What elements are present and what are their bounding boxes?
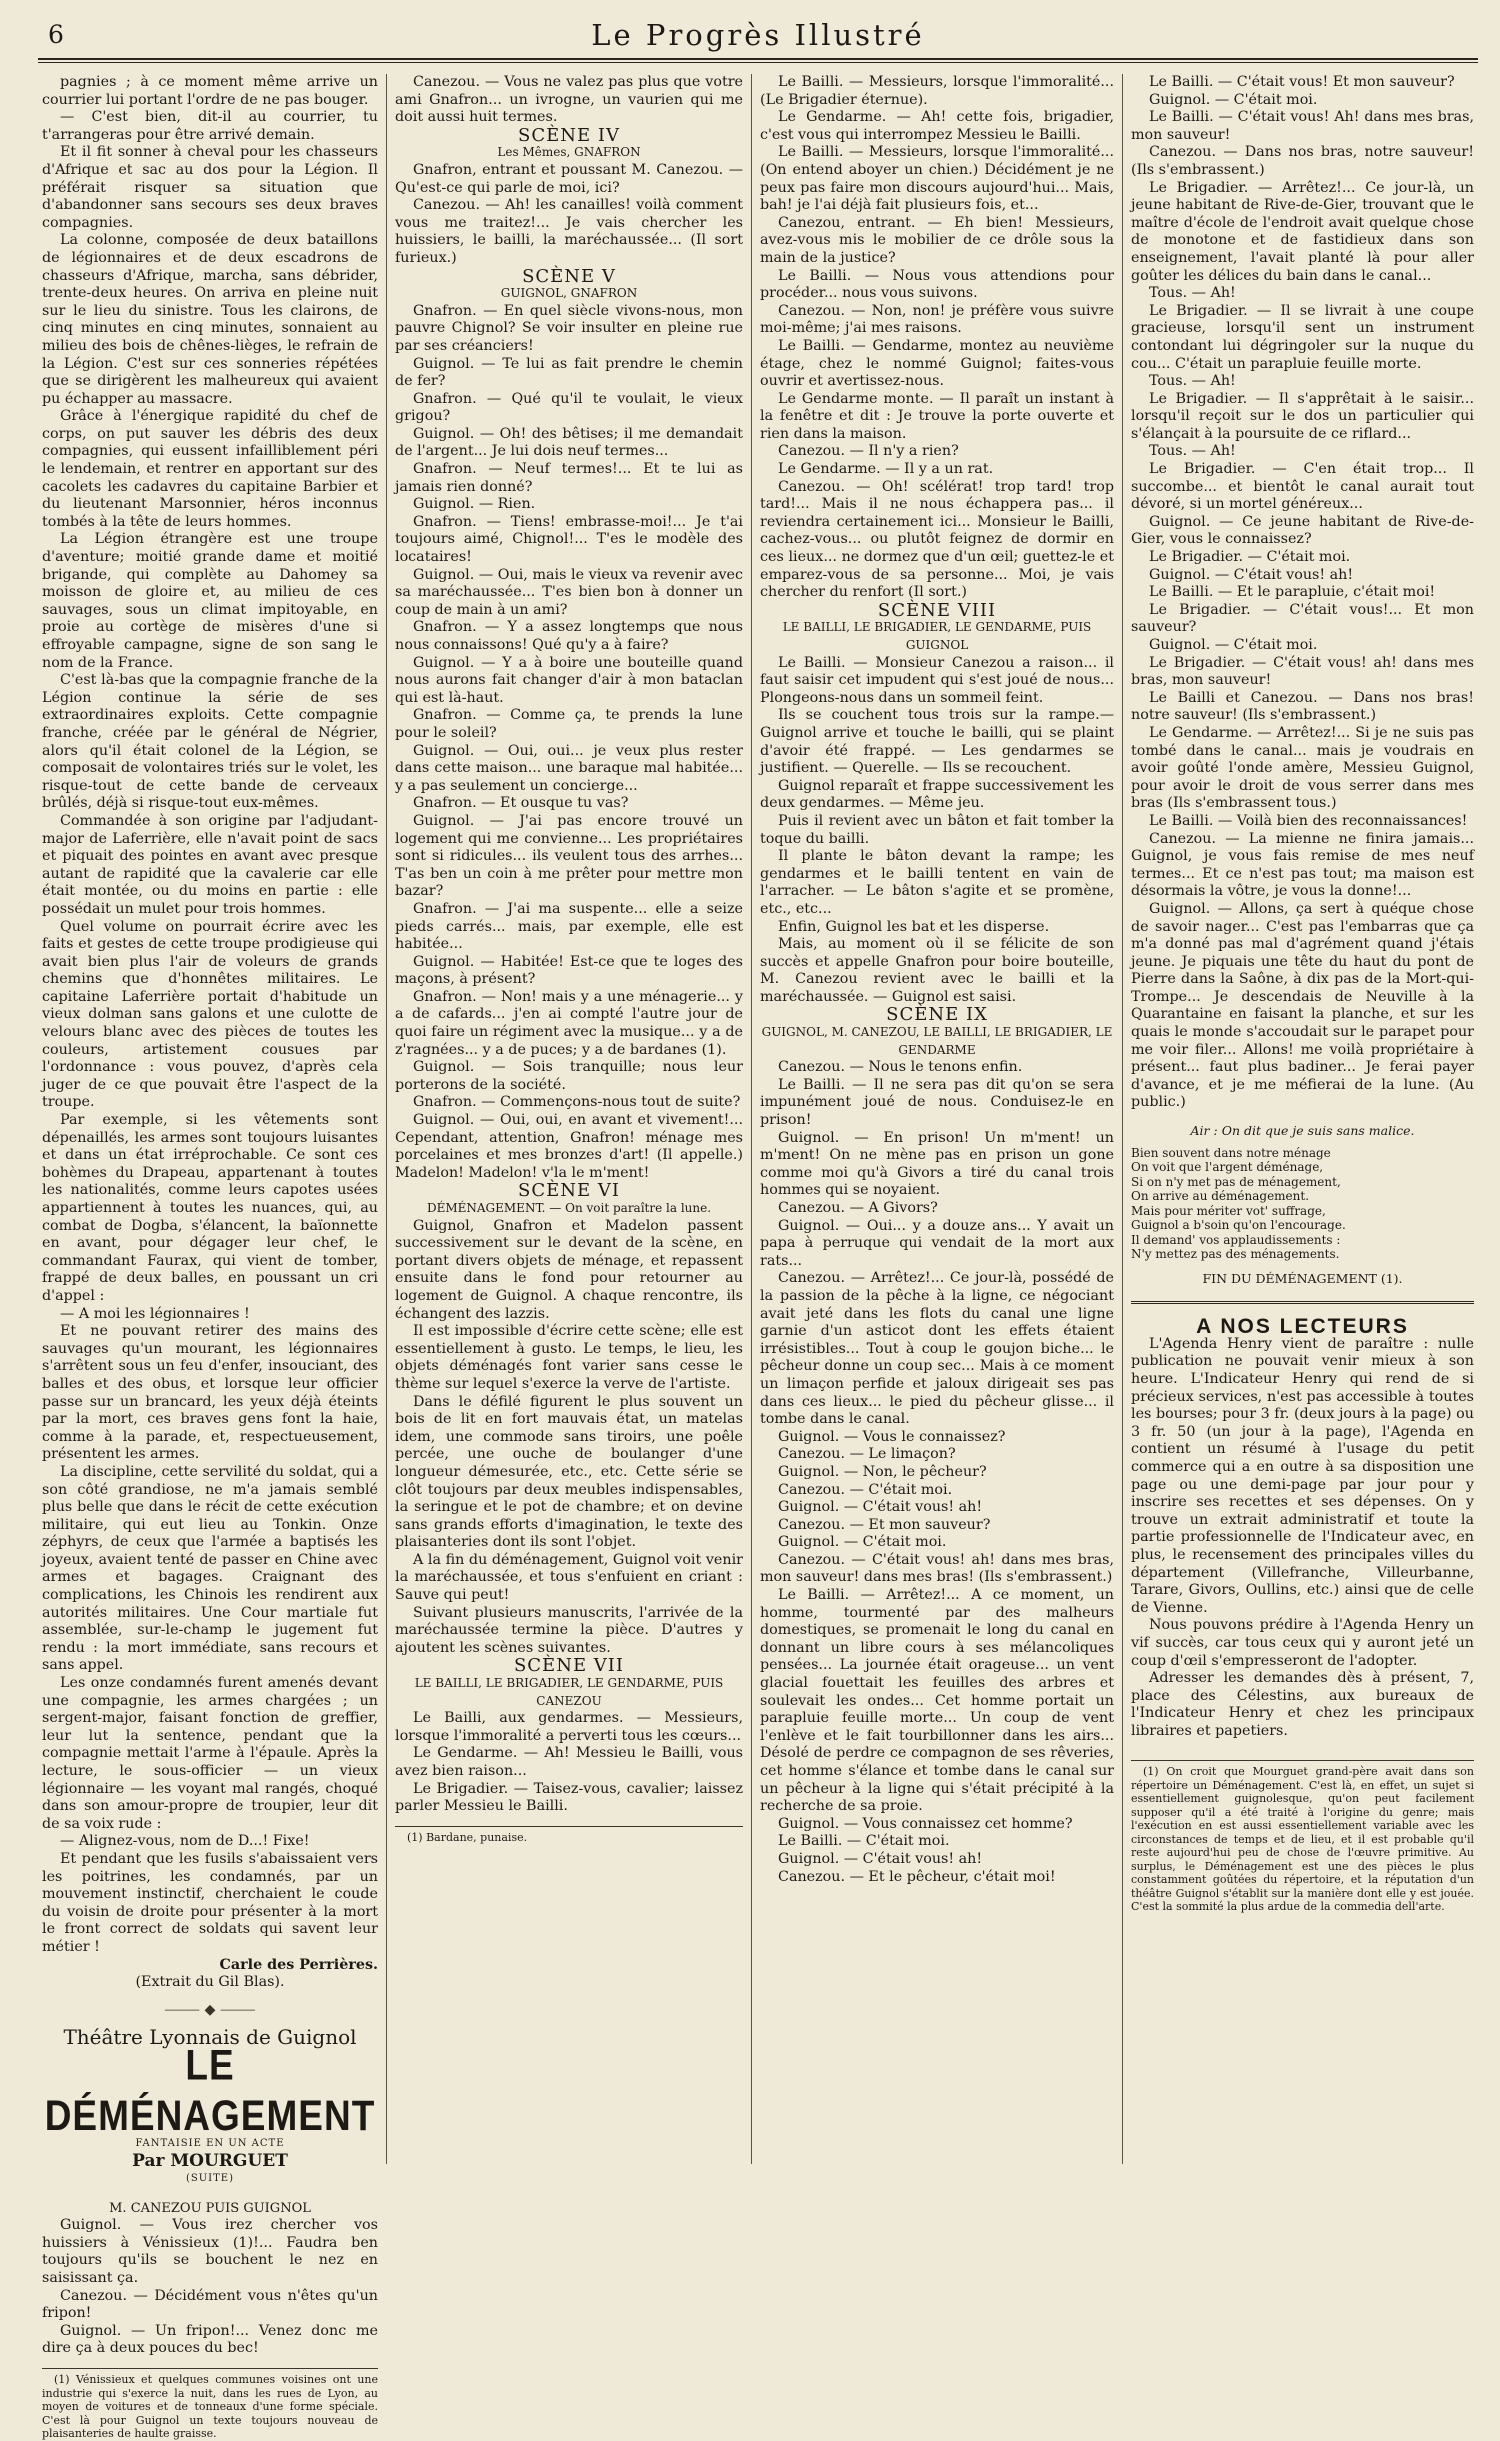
paragraph: Dans le défilé figurent le plus souvent un bois de lit en fort mauvais état, un matelas idem, une commode sans tiroirs, une poêle percée, une ouche de boulanger d'une longueur démesurée, etc., etc. Cette série se clôt toujours par deux meubles indispensables, la seringue et le pot de chambre; et on devine sans grands efforts d'imagination, le texte des plaisanteries dont ils sont l'objet. (395, 1393, 743, 1551)
dialogue-line: Le Bailli. — Il ne sera pas dit qu'on se sera impunément joué de nous. Conduisez-le en prison! (760, 1076, 1114, 1129)
article-legion (42, 74, 378, 1957)
column-divider (1122, 74, 1123, 2164)
dialogue-line: Le Bailli. — Messieurs, lorsque l'immoralité... (On entend aboyer un chien.) Décidément je ne peux pas faire mon discours aujourd'hui... Mais, bah! je l'ai déjà fait plusieurs fois, et... (760, 144, 1114, 214)
dialogue-line: Le Bailli. — Voilà bien des reconnaissances! (1149, 812, 1468, 829)
dialogue-line: Le Brigadier. — Il se livrait à une coupe gracieuse, lorsqu'il sent un instrument contondant lui dégringoler sur la nuque du cou... C'était un parapluie feuille morte. (1131, 302, 1474, 372)
dialogue-line: Canezou. — C'était moi. (778, 1481, 953, 1498)
dialogue-line: Guignol. — Non, le pêcheur? (778, 1463, 987, 1480)
notice-title: A NOS LECTEURS (1196, 1315, 1409, 1339)
dialogue-line: Canezou, entrant. — Eh bien! Messieurs, avez-vous mis le mobilier de ce drôle sous la main de la justice? (760, 214, 1114, 266)
dialogue-line: Guignol. — C'était vous! ah! (778, 1850, 983, 1867)
dialogue-block (395, 1710, 743, 1816)
dialogue-block (760, 1059, 1114, 1886)
dialogue-line: Guignol. — Oui, oui... je veux plus rester dans cette maison... une baraque mal habitée... y a pas seulement un concierge... (395, 742, 743, 794)
dialogue-line: Le Bailli. — Gendarme, montez au neuvième étage, chez le nommé Guignol; faites-vous ouvrir et avertissez-nous. (760, 337, 1114, 390)
paragraph: Enfin, Guignol les bat et les disperse. (778, 918, 1050, 935)
dialogue-line: Le Brigadier. — C'était vous! ah! dans mes bras, mon sauveur! (1131, 654, 1474, 689)
column-4 (1131, 74, 1474, 2164)
dialogue-line: Tous. — Ah! (1149, 285, 1236, 302)
verse-line: Il demand' vos applaudissements : (1131, 1232, 1341, 1247)
play-author: Par MOURGUET (132, 2150, 288, 2171)
header-rule-thin (38, 62, 1478, 63)
paragraph: Adresser les demandes dès à présent, 7, place des Célestins, aux bureaux de l'Indicateur Henry et chez les principaux libraires et papetiers. (1131, 1670, 1474, 1739)
dialogue-block (1131, 74, 1474, 1112)
dialogue-line: Guignol. — C'était moi. (778, 1534, 947, 1551)
paragraph: C'est là-bas que la compagnie franche de la Légion continue la série de ses extraordinaires exploits. Cette compagnie franche, créée par le général de Négrier, alors qu'il était colonel de la Légion, se composait de volontaires triés sur le volet, les risque-tout de cette bande de cerveaux brûlés, déjà si risque-tout eux-mêmes. (42, 672, 378, 812)
dialogue-line: Gnafron. — En quel siècle vivons-nous, mon pauvre Chignol? Se voir insulter en pleine rue par ses créanciers! (395, 302, 743, 354)
dialogue-line: Gnafron. — Et ousque tu vas? (413, 795, 629, 812)
dialogue-line: Le Gendarme. — Il y a un rat. (778, 461, 994, 478)
paragraph: Grâce à l'énergique rapidité du chef de corps, on put sauver les débris des deux compagnies, qui eussent infailliblement péri le lendemain, et rentrer en apportant sur des cacolets les cadavres du capitaine Barbier et du lieutenant Marsonnier, héros inconnus tombés à la tête de leurs hommes. (42, 408, 378, 530)
page-number: 6 (48, 20, 64, 49)
dialogue-line: Le Bailli. — C'était moi. (778, 1833, 950, 1850)
article-signature: Carle des Perrières. (219, 1956, 378, 1973)
scene-cast: LE BAILLI, LE BRIGADIER, LE GENDARME, PUIS GUIGNOL (782, 620, 1092, 652)
notice-body (1131, 1336, 1474, 1741)
dialogue-line: Guignol. — Vous irez chercher vos huissiers à Vénissieux (1)!... Faudra ben toujours qu'ils se bouchent le nez en saisissant ça. (42, 2217, 378, 2287)
dialogue-line: Canezou. — Arrêtez!... Ce jour-là, possédé de la passion de la pêche à la ligne, ce négociant avait jeté dans les flots du canal une ligne garnie d'un asticot dont les effets étaient irrésistibles... Tout à coup le goujon biche... le pêcheur donne un coup sec... Mais à ce moment un limaçon perfide et jaloux dirigeait ses pas dans ces lieux... le pied du pêcheur glisse... il tombe dans le canal. (760, 1270, 1114, 1428)
separator-ornament: ⸻ ◆ ⸻ (164, 2001, 256, 2018)
page-header (38, 14, 1478, 64)
verse-line: Si on n'y met pas de ménagement, (1131, 1174, 1341, 1189)
dialogue-line: Le Bailli et Canezou. — Dans nos bras! notre sauveur! (Ils s'embrassent.) (1131, 689, 1474, 724)
column-1 (42, 74, 378, 2441)
dialogue-line: Le Brigadier. — Il s'apprêtait à le saisir... lorsqu'il reçoit sur le dos un particulier qui s'élançait à la poursuite de ce riflard... (1131, 390, 1474, 442)
paragraph: Il est impossible d'écrire cette scène; elle est essentiellement à gusto. Le temps, le lieu, les objets déménagés font varier sans cesse le thème sur lequel s'exerce la verve de l'artiste. (395, 1323, 743, 1392)
paragraph: Mais, au moment où il se félicite de son succès et appelle Gnafron pour boire bouteille, M. Canezou revient avec le bailli et la maréchaussée. — Guignol est saisi. (760, 936, 1114, 1005)
paragraph: Et il fit sonner à cheval pour les chasseurs d'Afrique et sac au dos pour la Légion. Il préférait risquer sa situation que d'abandonner sans secours ses deux braves compagnies. (42, 144, 378, 231)
dialogue-line: Canezou. — Et mon sauveur? (778, 1516, 991, 1533)
paragraph: Commandée à son origine par l'adjudant-major de Laferrière, elle n'avait point de sacs et piquait des pointes en avant avec presque autant de rapidité que la cavalerie car elle était montée, ou du moins en partie : elle possédait un mulet pour trois hommes. (42, 812, 378, 917)
play-subtitle: FANTAISIE EN UN ACTE (135, 2137, 285, 2149)
dialogue-line: Canezou. — La mienne ne finira jamais... Guignol, je vous fais remise de mes neuf termes... Et ce n'est pas tout; ma maison est désormais la vôtre, je vous la donne!... (1131, 830, 1474, 900)
dialogue-line: Le Gendarme monte. — Il paraît un instant à la fenêtre et dit : Je trouve la porte ouverte et rien dans la maison. (760, 390, 1114, 442)
column-2 (395, 74, 743, 2164)
dialogue-line: Gnafron, entrant et poussant M. Canezou. — Qu'est-ce qui parle de moi, ici? (395, 161, 743, 196)
dialogue-block (395, 74, 743, 127)
dialogue-line: Le Bailli. — C'était vous! Et mon sauveur? (1149, 74, 1455, 90)
dialogue-line: Canezou. — Ah! les canailles! voilà comment vous me traitez!... Je vais chercher les huissiers, le bailli, la maréchaussée... (Il sort furieux.) (395, 197, 743, 266)
dialogue-line: Canezou. — Non, non! je préfère vous suivre moi-même; j'ai mes raisons. (760, 302, 1114, 337)
paragraph: Le Bailli. — Monsieur Canezou a raison... il faut saisir cet impudent qui s'est joué de nous... Plongeons-nous dans un sommeil feint. (760, 654, 1114, 706)
dialogue-line: Gnafron. — Qué qu'il te voulait, le vieux grigou? (395, 390, 743, 425)
play-title: LE DÉMÉNAGEMENT (44, 2041, 376, 2140)
dialogue-line: Guignol. — Te lui as fait prendre le chemin de fer? (395, 355, 743, 390)
dialogue-line: Canezou. — Nous le tenons enfin. (778, 1059, 1023, 1076)
header-rule (38, 58, 1478, 60)
dialogue-block (395, 1218, 743, 1658)
dialogue-line: Gnafron. — J'ai ma suspente... elle a seize pieds carrés... mais, par exemple, elle est habitée... (395, 900, 743, 953)
theatre-heading: Théâtre Lyonnais de Guignol (63, 2025, 357, 2050)
dialogue-line: Le Gendarme. — Ah! Messieu le Bailli, vous avez bien raison... (395, 1745, 743, 1779)
dialogue-line: Gnafron. — Commençons-nous tout de suite? (413, 1094, 741, 1111)
paragraph: Puis il revient avec un bâton et fait tomber la toque du bailli. (760, 812, 1114, 847)
dialogue-line: Canezou. — Il n'y a rien? (778, 443, 959, 460)
dialogue-line: Gnafron. — Neuf termes!... Et te lui as jamais rien donné? (395, 461, 743, 495)
dialogue-line: Guignol. — Un fripon!... Venez donc me dire ça à deux pouces du bec! (42, 2322, 378, 2357)
section-rule (1131, 1301, 1474, 1304)
column-divider (751, 74, 752, 2164)
dialogue-line: Le Bailli. — C'était vous! Ah! dans mes bras, mon sauveur! (1131, 109, 1474, 143)
dialogue-line: Guignol. — C'était moi. (1149, 637, 1318, 653)
scene-title: SCÈNE VII (513, 1655, 625, 1677)
article-source: (Extrait du Gil Blas). (135, 1974, 285, 1991)
dialogue-line: Guignol. — Ce jeune habitant de Rive-de-Gier, vous le connaissez? (1131, 513, 1474, 548)
masthead-title: Le Progrès Illustré (591, 18, 925, 52)
dialogue-line: Le Brigadier. — Taisez-vous, cavalier; laissez parler Messieu le Bailli. (395, 1780, 743, 1815)
song-air: Air : On dit que je suis sans malice. (1190, 1123, 1415, 1139)
column-3 (760, 74, 1114, 2164)
column-divider (386, 74, 387, 2164)
dialogue-line: Guignol. — Habitée! Est-ce que te loges des maçons, à présent? (395, 953, 743, 988)
song-verse (1131, 1146, 1474, 1262)
dialogue-line: Le Gendarme. — Ah! cette fois, brigadier, c'est vous qui interrompez Messieu le Bailli. (760, 109, 1114, 143)
paragraph: Et ne pouvant retirer des mains des sauvages qu'un mourant, les légionnaires s'arrêtent sous un feu d'enfer, insouciant, des balles et des obus, et lorsque leur officier passe sur un brancard, les yeux déjà éteints par la mort, ces braves gens font la haie, comme à la parade, et, respectueusement, présentent les armes. (42, 1323, 378, 1463)
dialogue-block (395, 162, 743, 268)
paragraph: A la fin du déménagement, Guignol voit venir la maréchaussée, et tous s'enfuient en criant : Sauve qui peut! (395, 1551, 743, 1604)
dialogue-line: Canezou. — Dans nos bras, notre sauveur! (Ils s'embrassent.) (1131, 144, 1474, 178)
dialogue-line: Guignol. — En prison! Un m'ment! un m'ment! On ne mène pas en prison un gone comme moi qu'à Givors a tiré du canal trois hommes qui se noyaient. (760, 1129, 1114, 1199)
footnote: (1) Bardane, punaise. (395, 1826, 743, 1845)
verse-line: Guignol a b'soin qu'on l'encourage. (1131, 1218, 1346, 1233)
dialogue-line: Guignol. — Oui, oui, en avant et vivement!... Cependant, attention, Gnafron! ménage mes porcelaines et mes bronzes d'art! (Il appelle.) Madelon! Madelon! v'la le m'ment! (395, 1112, 743, 1181)
paragraph: Quel volume on pourrait écrire avec les faits et gestes de cette troupe prodigieuse qui avait bien plus l'air de voleurs de grands chemins que d'honnêtes militaires. Le capitaine Laferrière portait d'habitude un vieux dolman sans galons et une culotte de velours blanc avec des pièces de toutes les couleurs, artistement cousues par l'ordonnance : vous pouvez, d'après cela juger de ce que pouvait être l'aspect de la troupe. (42, 918, 378, 1111)
dialogue-line: Le Brigadier. — Arrêtez!... Ce jour-là, un jeune habitant de Rive-de-Gier, trouvant que le maître d'école de l'endroit avait quelque chose de monotone et de fastidieux dans son enseignement, l'avait planté là pour aller goûter les délices du bain dans le canal... (1131, 179, 1474, 284)
dialogue-line: Guignol. — Rien. (413, 496, 536, 513)
play-end: FIN DU DÉMÉNAGEMENT (1). (1202, 1270, 1403, 1286)
scene-title: SCÈNE VI (518, 1180, 620, 1202)
footnote: (1) Vénissieux et quelques communes voisines ont une industrie qui s'exerce la nuit, dans les rues de Lyon, au moyen de voitures et de tonneaux d'une forme spéciale. C'est là pour Guignol un texte toujours nouveau de plaisanteries de haulte graisse. (42, 2368, 378, 2441)
scene-title: SCÈNE VIII (877, 599, 997, 621)
paragraph: Guignol, Gnafron et Madelon passent successivement sur le devant de la scène, en portant divers objets de ménage, et repassent ensuite dans le fond pour retourner au logement de Guignol. A chaque rencontre, ils échangent des lazzis. (395, 1217, 743, 1322)
dialogue-line: Gnafron. — Comme ça, te prends la lune pour le soleil? (395, 707, 743, 741)
paragraph: — C'est bien, dit-il au courrier, tu t'arrangeras pour être arrivé demain. (42, 109, 378, 143)
dialogue-line: Canezou. — C'était vous! ah! dans mes bras, mon sauveur! dans mes bras! (Ils s'embrassent.) (760, 1551, 1114, 1586)
dialogue-line: Tous. — Ah! (1149, 373, 1236, 390)
dialogue-line: Canezou. — Et le pêcheur, c'était moi! (778, 1868, 1056, 1885)
verse-line: N'y mettez pas des ménagements. (1131, 1247, 1340, 1262)
dialogue-line: Tous. — Ah! (1149, 443, 1236, 460)
play-suite: (SUITE) (185, 2173, 234, 2185)
dialogue-line: Guignol. — Sois tranquille; nous leur porterons de la société. (395, 1059, 743, 1093)
dialogue-block (395, 303, 743, 1183)
dialogue-line: Le Bailli. — Messieurs, lorsque l'immoralité... (Le Brigadier éternue). (760, 74, 1114, 108)
dialogue-line: Guignol. — C'était vous! ah! (778, 1499, 983, 1516)
scene-cast: DÉMÉNAGEMENT. — On voit paraître la lune. (426, 1201, 712, 1215)
scene-cast: Les Mêmes, GNAFRON (497, 145, 641, 160)
scene-cast: GUIGNOL, GNAFRON (500, 286, 638, 301)
verse-line: Mais pour mériter vot' suffrage, (1131, 1203, 1326, 1218)
paragraph: Par exemple, si les vêtements sont dépenaillés, les armes sont toujours luisantes et dans un état irréprochable. Ce sont ces bohèmes du Drapeau, appartenant à toutes les nationalités, comme leurs capotes usées appartiennent à toutes les nuances, qui, au combat de Dogba, s'élancent, la baïonnette en avant, pour dégager leur chef, le commandant Faurax, qui vient de tomber, frappé de deux balles, en poussant un cri d'appel : (42, 1112, 378, 1304)
footnote: (1) On croit que Mourguet grand-père avait dans son répertoire un Déménagement. C'est là, en effet, un sujet si essentiellement guignolesque, qu'on peut facilement supposer qu'il a été traité à l'origine du genre; mais l'exécution en est aussi essentiellement variable avec les circonstances de temps et de lieu, et il est probable qu'il reste aujourd'hui peu de chose de l'œuvre primitive. Au surplus, le Déménagement est une des pièces le plus constamment goûtées du répertoire, et la réputation d'un théâtre Guignol s'établit sur la manière dont elle y est jouée. C'est la sommité la plus ardue de la commedia dell'arte. (1131, 1760, 1474, 1914)
dialogue-line: Le Gendarme. — Arrêtez!... Si je ne suis pas tombé dans le canal... mais je voudrais en avoir goûté l'onde amère, Messieu Guignol, pour avoir le droit de vous serrer dans mes bras (Ils s'embrassent tous.) (1131, 724, 1474, 812)
dialogue-line: Guignol. — C'était vous! ah! (1149, 566, 1354, 583)
dialogue-line: Guignol. — Oui... y a douze ans... Y avait un papa à perruque qui vendait de la mort aux rats... (760, 1217, 1114, 1269)
dialogue-line: Guignol. — Y a à boire une bouteille quand nous aurons fait changer d'air à mon bataclan qui est là-haut. (395, 654, 743, 706)
dialogue-line: Le Bailli. — Nous vous attendions pour procéder... nous vous suivons. (760, 267, 1114, 302)
scene-cast: LE BAILLI, LE BRIGADIER, LE GENDARME, PUIS CANEZOU (414, 1676, 724, 1708)
dialogue-line: Canezou. — Oh! scélérat! trop tard! trop tard!... Mais il ne nous échappera pas... il reviendra certainement ici... Monsieur le Bailli, cachez-vous... ou plutôt feignez de dormir en ces lieux... ne dormez que d'un œil; guettez-le et emparez-vous de sa personne... Moi, je vais chercher du renfort (Il sort.) (760, 478, 1114, 601)
dialogue-line: Le Brigadier. — C'était vous!... Et mon sauveur? (1131, 601, 1474, 636)
dialogue-line: Guignol. — J'ai pas encore trouvé un logement qui me convienne... Les propriétaires sont si ridicules... ils veulent tous des arrhes... T'as ben un coin à me prêter pour mettre mon bazar? (395, 812, 743, 900)
dialogue-line: Canezou. — Décidément vous n'êtes qu'un fripon! (42, 2287, 378, 2322)
paragraph: L'Agenda Henry vient de paraître : nulle publication ne pouvait venir mieux à son heure. L'Indicateur Henry qui rend de si précieux services, n'est pas accessible à toutes les bourses; pour 3 fr. (deux jours à la page) ou 3 fr. 50 (un jour à la page), l'Agenda en contient un résumé à l'usage du petit commerce qui a en outre à sa disposition une page ou une demi-page par jour pour y inscrire ses recettes et ses dépenses. On y trouve un extrait administratif et toute la partie professionnelle de l'Indicateur avec, en plus, le recensement des principales villes du département (Villefranche, Villeurbanne, Tarare, Givors, Oullins, etc.) ainsi que de celle de Vienne. (1131, 1335, 1474, 1616)
scene-cast: M. CANEZOU PUIS GUIGNOL (109, 2200, 311, 2216)
dialogue-line: Guignol. — Oui, mais le vieux va revenir avec sa maréchaussée... T'es bien bon à donner un coup de main à un ami? (395, 566, 743, 618)
dialogue-line: Canezou. — Vous ne valez pas plus que votre ami Gnafron... un ivrogne, un vaurien qui me doit aussi huit termes. (395, 74, 743, 126)
paragraph: La colonne, composée de deux bataillons de légionnaires et de deux escadrons de chasseurs d'Afrique, marcha, sans débrider, trente-deux heures. On arriva en pleine nuit sur le lieu du sinistre. Tous les clairons, de cinq minutes en cinq minutes, sonnaient au milieu des bois de chênes-lièges, le refrain de la Légion. C'est sur ces sonneries répétées que se dirigèrent les malheureux qui avaient pu échapper au massacre. (42, 232, 378, 407)
dialogue-line: Le Bailli. — Arrêtez!... A ce moment, un homme, tourmenté par des malheurs domestiques, se promenait le long du canal en donnant un libre cours à ses mélancoliques pensées... La journée était orageuse... un vent glacial fouettait les feuilles des arbres et soulevait les ondes... Cet homme portait un parapluie feuille morte... Un coup de vent l'enlève et le fait tourbillonner dans les airs... Désolé de perdre ce compagnon de ses rêveries, cet homme s'élance et tombe dans le canal sur un pêcheur à la ligne qui s'était précipité à la recherche de sa proie. (760, 1587, 1114, 1815)
scene-title: SCÈNE IX (886, 1004, 988, 1026)
dialogue-line: Guignol. — Oh! des bêtises; il me demandait de l'argent... Je lui dois neuf termes... (395, 425, 743, 460)
verse-line: Bien souvent dans notre ménage (1131, 1145, 1331, 1160)
scene-title: SCÈNE IV (518, 124, 620, 146)
dialogue-block (42, 2217, 378, 2358)
dialogue-line: Guignol. — Vous le connaissez? (778, 1428, 1006, 1445)
paragraph: La Légion étrangère est une troupe d'aventure; moitié grande dame et moitié brigande, qui complète au Dahomey sa moisson de gloire et, au milieu de ces sauvages, sous un climat impitoyable, en proie au cortège de misères d'une si effroyable campagne, signe de son sang le nom de la France. (42, 531, 378, 671)
scene-cast: GUIGNOL, M. CANEZOU, LE BAILLI, LE BRIGADIER, LE GENDARME (761, 1025, 1113, 1057)
dialogue-line: Guignol. — Allons, ça sert à quéque chose de savoir nager... C'est pas l'embarras que ça m'a donné pas mal d'agrément quand j'étais jeune. Je piquais une tête du haut du pont de Pierre dans la Saône, à dix pas de la Mort-qui-Trompe... Je descendais de Neuville à la Quarantaine en faisant la planche, et sur les quais le monde s'accoudait sur le parapet pour me voir filer... Allons! me voilà propriétaire à présent... faut plus badiner... Je ferai payer d'avance, et je me méfierai de la lune. (Au public.) (1131, 900, 1474, 1111)
paragraph: La discipline, cette servilité du soldat, qui a son côté grandiose, ne m'a jamais semblé plus belle que dans le récit de cette exécution militaire, qui eut lieu au Tonkin. Onze zéphyrs, de ceux que l'armée a baptisés les joyeux, avaient tenté de passer en Chine avec armes et bagages. Craignant des complications, les Chinois les rendirent aux autorités militaires. Une Cour martiale fut assemblée, sur-le-champ le jugement fut rendu : la mort immédiate, sans recours et sans appel. (42, 1463, 378, 1674)
paragraph: Nous pouvons prédire à l'Agenda Henry un vif succès, car tous ceux qui y auront jeté un coup d'œil s'empresseront de l'adopter. (1131, 1617, 1474, 1669)
paragraph: Et pendant que les fusils s'abaissaient vers les poitrines, les condamnés, par un mouvement instinctif, cherchaient le coude du voisin de droite pour présenter à la mort le front correct de soldats qui savent leur métier ! (42, 1850, 378, 1955)
paragraph: Guignol reparaît et frappe successivement les deux gendarmes. — Même jeu. (760, 777, 1114, 812)
dialogue-line: Gnafron. — Y a assez longtemps que nous nous connaissons! Qué qu'y a à faire? (395, 619, 743, 653)
dialogue-line: Gnafron. — Non! mais y a une ménagerie... y a de cafards... j'en ai compté l'autre jour de quoi faire un régiment avec la musique... y a de z'ragnées... y a de puces; y a de bardanes (1). (395, 988, 743, 1058)
dialogue-line: Gnafron. — Tiens! embrasse-moi!... Je t'ai toujours aimé, Chignol!... T'es le modèle des locataires! (395, 513, 743, 566)
paragraph: Ils se couchent tous trois sur la rampe.— Guignol arrive et touche le bailli, qui se plaint d'avoir été frappé. — Les gendarmes se justifient. — Querelle. — Ils se recouchent. (760, 707, 1114, 777)
dialogue-block (760, 655, 1114, 1007)
verse-line: On arrive au déménagement. (1131, 1189, 1310, 1204)
verse-line: On voit que l'argent déménage, (1131, 1160, 1324, 1175)
paragraph: pagnies ; à ce moment même arrive un courrier lui portant l'ordre de ne pas bouger. (42, 74, 378, 108)
dialogue-line: Le Bailli. — Et le parapluie, c'était moi! (1149, 584, 1436, 601)
scene-title: SCÈNE V (522, 265, 616, 287)
dialogue-line: Le Bailli, aux gendarmes. — Messieurs, lorsque l'immoralité a perverti tous les cœurs... (395, 1710, 743, 1744)
dialogue-line: Le Brigadier. — C'en était trop... Il succombe... et bientôt le canal aurait tout dévoré, si un mortel généreux... (1131, 461, 1474, 513)
dialogue-block (760, 74, 1114, 602)
paragraph: — A moi les légionnaires ! (60, 1305, 250, 1322)
paragraph: — Alignez-vous, nom de D...! Fixe! (60, 1833, 310, 1850)
paragraph: Il plante le bâton devant la rampe; les gendarmes et le bailli tentent en vain de l'arracher. — Le bâton s'agite et se promène, etc., etc... (760, 848, 1114, 917)
dialogue-line: Le Brigadier. — C'était moi. (1149, 549, 1351, 566)
dialogue-line: Guignol. — C'était moi. (1149, 91, 1318, 108)
dialogue-line: Guignol. — Vous connaissez cet homme? (778, 1815, 1073, 1832)
dialogue-line: Canezou. — A Givors? (778, 1200, 938, 1216)
paragraph: Les onze condamnés furent amenés devant une compagnie, les armes chargées ; un sergent-major, faisant fonction de greffier, leur lut la sentence, pendant que la compagnie mettait l'arme à l'épaule. Après la lecture, le sous-officier — un vieux légionnaire — les voyant mal rangés, choqué dans son amour-propre de troupier, leur dit de sa voix rude : (42, 1675, 378, 1832)
dialogue-line: Canezou. — Le limaçon? (778, 1446, 956, 1463)
paragraph: Suivant plusieurs manuscrits, l'arrivée de la maréchaussée termine la pièce. D'autres y ajoutent les scènes suivantes. (395, 1604, 743, 1656)
